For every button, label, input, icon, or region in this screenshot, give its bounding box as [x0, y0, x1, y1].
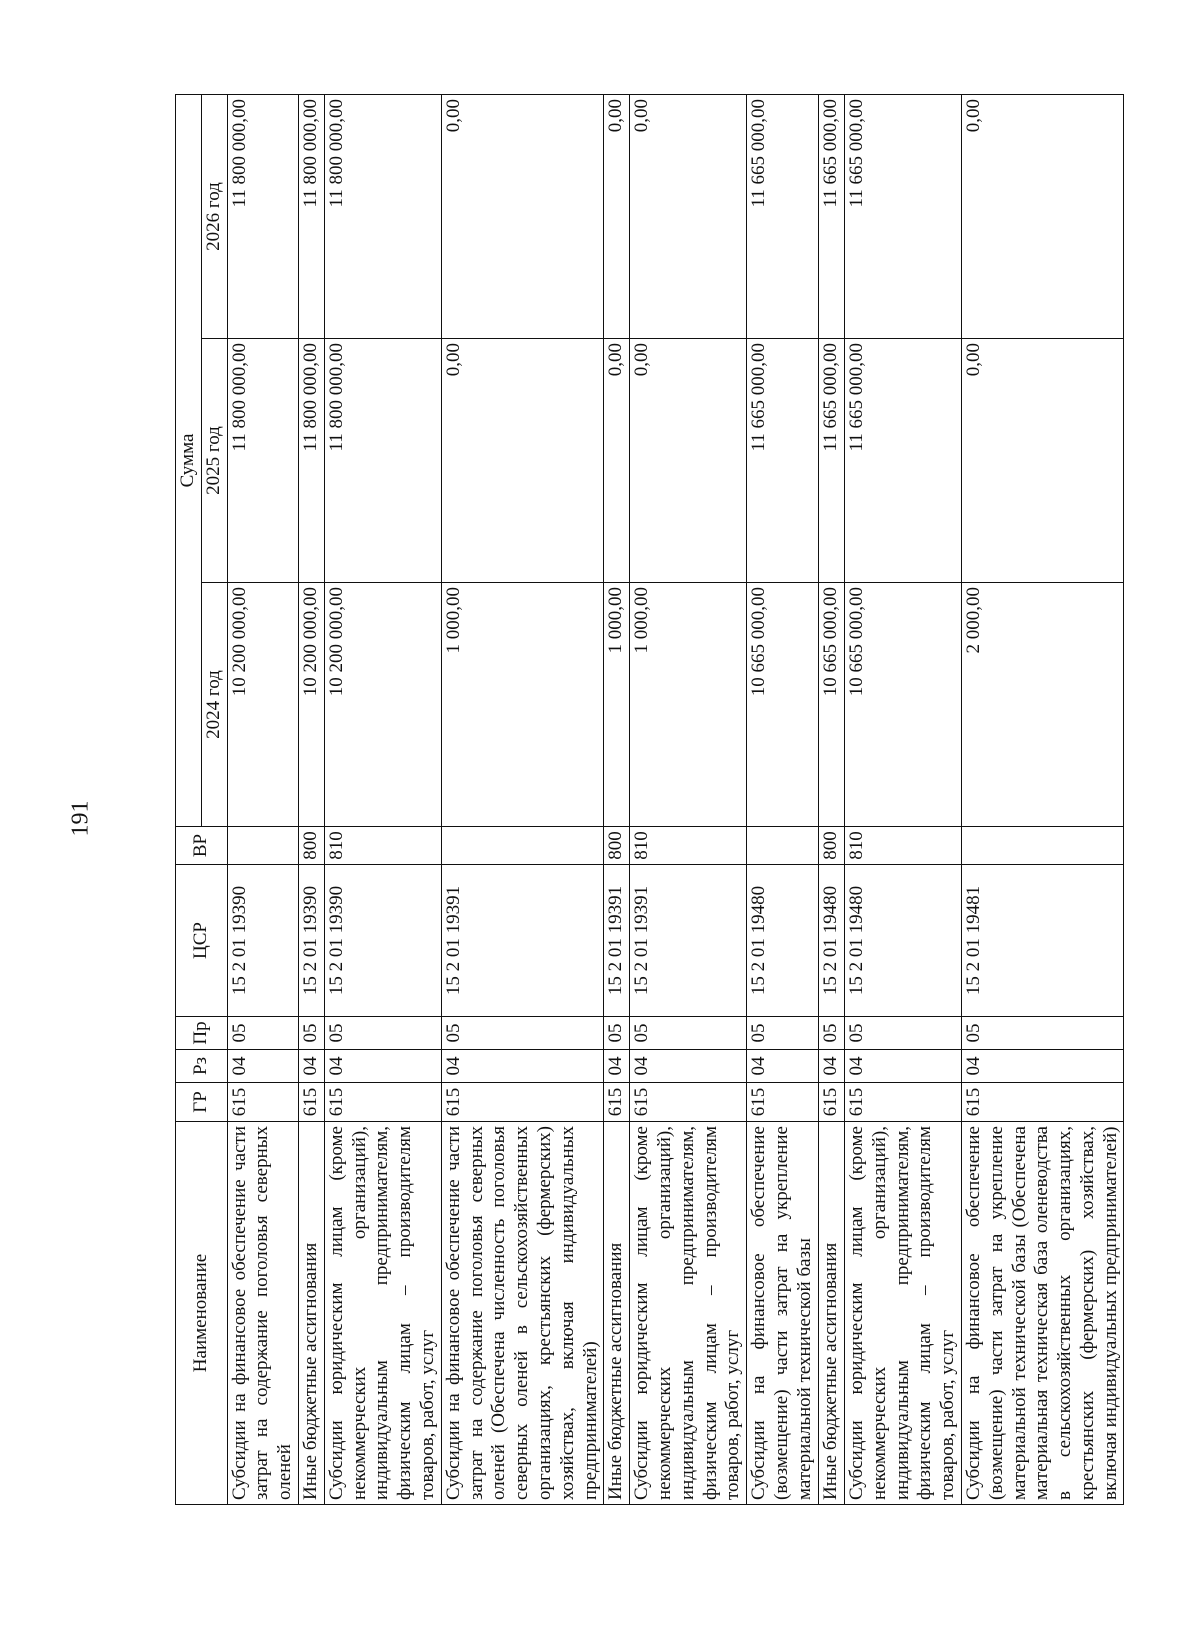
row-pr: 05: [324, 1017, 441, 1050]
row-pr: 05: [441, 1017, 604, 1050]
row-rz: 04: [961, 1050, 1124, 1083]
row-vr: 810: [324, 827, 441, 865]
budget-table: [175, 94, 1124, 1505]
row-name: Иные бюджетные ассигнования: [604, 1122, 630, 1505]
row-csr: 15 2 01 19480: [747, 865, 819, 1017]
row-2025: 11 665 000,00: [844, 339, 961, 583]
table-row: [441, 95, 604, 1505]
row-csr: 15 2 01 19390: [324, 865, 441, 1017]
row-csr: 15 2 01 19481: [961, 865, 1124, 1017]
row-rz: 04: [604, 1050, 630, 1083]
row-2026: 11 665 000,00: [844, 95, 961, 339]
row-name: Субсидии юридическим лицам (кроме некоммерческих организаций), индивидуальным предпринимателям, физическим лицам – производителям товаров, работ, услуг: [324, 1122, 441, 1505]
row-gr: 615: [747, 1083, 819, 1122]
header-2026: 2026 год: [201, 95, 227, 339]
header-2024: 2024 год: [201, 583, 227, 827]
row-gr: 615: [630, 1083, 747, 1122]
header-name: Наименование: [176, 1122, 228, 1505]
row-rz: 04: [819, 1050, 845, 1083]
row-name: Субсидии на финансовое обеспечение (возмещение) части затрат на укрепление материальной технической базы: [747, 1122, 819, 1505]
row-vr: 810: [630, 827, 747, 865]
row-pr: 05: [298, 1017, 324, 1050]
row-vr: 800: [819, 827, 845, 865]
row-vr: 800: [298, 827, 324, 865]
row-gr: 615: [961, 1083, 1124, 1122]
row-2026: 0,00: [604, 95, 630, 339]
row-gr: 615: [844, 1083, 961, 1122]
row-2026: 0,00: [441, 95, 604, 339]
row-2025: 0,00: [630, 339, 747, 583]
row-rz: 04: [298, 1050, 324, 1083]
row-name: Субсидии на финансовое обеспечение части затрат на содержание поголовья северных оленей (Обеспечена численность поголовья северных оленей в сельскохозяйственных организациях, крестьянских (фермерских) хозяйствах, включая индивидуальных предпринимателей): [441, 1122, 604, 1505]
row-2025: 0,00: [961, 339, 1124, 583]
page-number: 191: [67, 800, 94, 837]
row-rz: 04: [227, 1050, 298, 1083]
row-2026: 11 800 000,00: [227, 95, 298, 339]
row-pr: 05: [747, 1017, 819, 1050]
row-2025: 11 800 000,00: [298, 339, 324, 583]
header-sum: Сумма: [176, 95, 202, 827]
table-row: [298, 95, 324, 1505]
table-row: [844, 95, 961, 1505]
row-pr: 05: [844, 1017, 961, 1050]
header-gr: ГР: [176, 1083, 228, 1122]
row-pr: 05: [227, 1017, 298, 1050]
table-row: [630, 95, 747, 1505]
table-row: [324, 95, 441, 1505]
row-2026: 11 665 000,00: [819, 95, 845, 339]
row-2024: 10 665 000,00: [747, 583, 819, 827]
row-name: Субсидии юридическим лицам (кроме некоммерческих организаций), индивидуальным предпринимателям, физическим лицам – производителям товаров, работ, услуг: [844, 1122, 961, 1505]
row-vr: [441, 827, 604, 865]
row-pr: 05: [630, 1017, 747, 1050]
header-pr: Пр: [176, 1017, 228, 1050]
row-2024: 1 000,00: [604, 583, 630, 827]
table-row: [819, 95, 845, 1505]
row-name: Субсидии на финансовое обеспечение части затрат на содержание поголовья северных оленей: [227, 1122, 298, 1505]
row-vr: [227, 827, 298, 865]
row-2024: 10 665 000,00: [844, 583, 961, 827]
row-2024: 1 000,00: [630, 583, 747, 827]
row-2024: 10 200 000,00: [324, 583, 441, 827]
row-name: Субсидии на финансовое обеспечение (возмещение) части затрат на укрепление материальной технической базы (Обеспечена материальная техническая база оленеводства в сельскохозяйственных организациях, крестьянских (фермерских) хозяйствах, включая индивидуальных предпринимателей): [961, 1122, 1124, 1505]
row-2025: 0,00: [441, 339, 604, 583]
row-csr: 15 2 01 19391: [604, 865, 630, 1017]
row-gr: 615: [298, 1083, 324, 1122]
row-2024: 2 000,00: [961, 583, 1124, 827]
row-2024: 1 000,00: [441, 583, 604, 827]
budget-table-container: [175, 95, 1121, 1505]
row-pr: 05: [604, 1017, 630, 1050]
row-2024: 10 200 000,00: [227, 583, 298, 827]
row-2026: 11 800 000,00: [298, 95, 324, 339]
row-name: Иные бюджетные ассигнования: [819, 1122, 845, 1505]
row-2025: 0,00: [604, 339, 630, 583]
row-gr: 615: [441, 1083, 604, 1122]
table-row: [961, 95, 1124, 1505]
row-2025: 11 665 000,00: [747, 339, 819, 583]
row-csr: 15 2 01 19480: [844, 865, 961, 1017]
row-gr: 615: [604, 1083, 630, 1122]
table-row: [604, 95, 630, 1505]
header-vr: ВР: [176, 827, 228, 865]
header-csr: ЦСР: [176, 865, 228, 1017]
table-row: [227, 95, 298, 1505]
row-2024: 10 200 000,00: [298, 583, 324, 827]
row-2026: 0,00: [961, 95, 1124, 339]
header-2025: 2025 год: [201, 339, 227, 583]
row-2025: 11 665 000,00: [819, 339, 845, 583]
header-rz: Рз: [176, 1050, 228, 1083]
row-csr: 15 2 01 19390: [298, 865, 324, 1017]
row-csr: 15 2 01 19391: [441, 865, 604, 1017]
row-2026: 11 665 000,00: [747, 95, 819, 339]
row-csr: 15 2 01 19391: [630, 865, 747, 1017]
row-2025: 11 800 000,00: [324, 339, 441, 583]
row-2026: 11 800 000,00: [324, 95, 441, 339]
row-csr: 15 2 01 19390: [227, 865, 298, 1017]
row-vr: [961, 827, 1124, 865]
row-gr: 615: [227, 1083, 298, 1122]
table-row: [747, 95, 819, 1505]
row-vr: 810: [844, 827, 961, 865]
row-2025: 11 800 000,00: [227, 339, 298, 583]
row-rz: 04: [747, 1050, 819, 1083]
row-name: Субсидии юридическим лицам (кроме некоммерческих организаций), индивидуальным предпринимателям, физическим лицам – производителям товаров, работ, услуг: [630, 1122, 747, 1505]
row-csr: 15 2 01 19480: [819, 865, 845, 1017]
row-rz: 04: [324, 1050, 441, 1083]
row-vr: 800: [604, 827, 630, 865]
row-gr: 615: [324, 1083, 441, 1122]
row-2026: 0,00: [630, 95, 747, 339]
row-pr: 05: [961, 1017, 1124, 1050]
row-gr: 615: [819, 1083, 845, 1122]
row-pr: 05: [819, 1017, 845, 1050]
row-2024: 10 665 000,00: [819, 583, 845, 827]
row-name: Иные бюджетные ассигнования: [298, 1122, 324, 1505]
row-vr: [747, 827, 819, 865]
row-rz: 04: [630, 1050, 747, 1083]
row-rz: 04: [441, 1050, 604, 1083]
row-rz: 04: [844, 1050, 961, 1083]
